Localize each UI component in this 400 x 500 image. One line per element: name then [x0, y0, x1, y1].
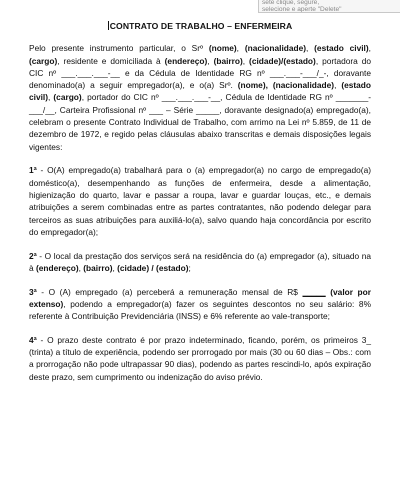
field-city-state: (cidade) / (estado) — [117, 262, 189, 273]
tooltip-line-1: sete clique, segure, — [262, 0, 320, 6]
clause-4[interactable] — [29, 334, 371, 383]
text: , portadora do CIC nº ___.___.___-__ e da Cédula de Identidade RG nº ___.___-___/_-, doravante denominado(a) a seguir empregador(a), e o(a) Srº. — [29, 55, 372, 91]
text: , — [78, 262, 84, 273]
clause-number: 4ª — [29, 334, 37, 345]
field-salary-blank: _____ — [302, 286, 326, 297]
text: - O local da prestação dos serviços será na residência do (a) empregador (a), situado na à — [29, 250, 371, 273]
text: , — [207, 55, 214, 66]
field-district: (bairro) — [213, 55, 243, 66]
text: ; — [188, 262, 191, 273]
text: , — [306, 43, 315, 54]
text: , — [368, 43, 371, 54]
field-employee-job: (cargo) — [53, 92, 82, 103]
document-page — [29, 20, 371, 394]
text: , — [112, 262, 118, 273]
text: - O prazo deste contrato é por prazo indeterminado, ficando, porém, os primeiros 3_ (trinta) a título de experiência, podendo ser prorrogado por mais (30 ou 60 dias – Obs.: com a prorrogação não pode ultrapassar 90 dias), podendo as partes rescindi-lo, após expiração deste prazo, sem cumprimento ou indenização do aviso prévio. — [29, 334, 371, 382]
tooltip-box — [258, 0, 400, 13]
paragraph-preamble[interactable] — [29, 42, 371, 153]
field-district: (bairro) — [83, 262, 113, 273]
text: , — [242, 55, 250, 66]
field-city-state: (cidade)/(estado) — [249, 55, 316, 66]
field-nationality: (nacionalidade) — [244, 43, 307, 54]
clause-1[interactable] — [29, 164, 371, 238]
text: - O (A) empregado (a) perceberá a remuneração mensal de R$ — [36, 286, 303, 297]
text: , residente e domiciliada à — [57, 55, 165, 66]
field-marital-status: (estado civil) — [314, 43, 369, 54]
document-title[interactable] — [29, 20, 371, 32]
text: Pelo presente instrumento particular, o Srº — [29, 43, 209, 54]
field-salary-in-words: (valor por extenso) — [29, 286, 371, 309]
text: , portador do CIC nº ___.___.___-__, Cédula de Identidade RG nº _______-___/__, Carteira Profissional nº ___ – Série _____, doravante designado(a) empregado(a), celebram o presente Contrato Individual de Trabalho, com arrimo na Lei nº 5.859, de 11 de dezembro de 1972, e regido pelas cláusulas abaixo transcritas e demais disposições legais vigentes: — [29, 92, 372, 152]
clause-number: 3ª — [29, 286, 37, 297]
text: , — [48, 92, 54, 103]
tooltip-line-2: selecione e aperte "Delete" — [262, 5, 342, 13]
clause-number: 1ª — [29, 165, 37, 176]
document-title-text: CONTRATO DE TRABALHO – ENFERMEIRA — [109, 21, 293, 31]
field-address: (endereço) — [35, 262, 79, 273]
field-job: (cargo) — [29, 55, 58, 66]
clause-3[interactable] — [29, 286, 371, 323]
field-employee-name: (nome), (nacionalidade) — [237, 80, 335, 91]
field-employee-marital-status: (estado civil) — [29, 80, 371, 103]
text-cursor — [108, 21, 109, 30]
field-name: (nome) — [208, 43, 237, 54]
text: , — [334, 80, 342, 91]
clause-2[interactable] — [29, 250, 371, 275]
text: , — [236, 43, 245, 54]
field-address: (endereço) — [164, 55, 208, 66]
text: - O(A) empregado(a) trabalhará para o (a) empregador(a) no cargo de empregado(a) doméstico(a), desempenhando as funções de enfermeira, desde a alimentação, higienização do quarto, lavar e passar a roupa, lavar e guardar louças, etc., e demais atribuições a serem combinadas entre as partes contratantes, não podendo delegar para terceiros as suas atribuições para auxiliá-lo(a), salvo quando haja concordância por escrito do empregador(a); — [29, 165, 371, 237]
text: , podendo a empregador(a) fazer os seguintes descontos no seu salário: 8% referente à Contribuição Previdenciária (INSS) e 6% referente ao vale-transporte; — [29, 298, 371, 322]
clause-number: 2ª — [29, 250, 37, 261]
